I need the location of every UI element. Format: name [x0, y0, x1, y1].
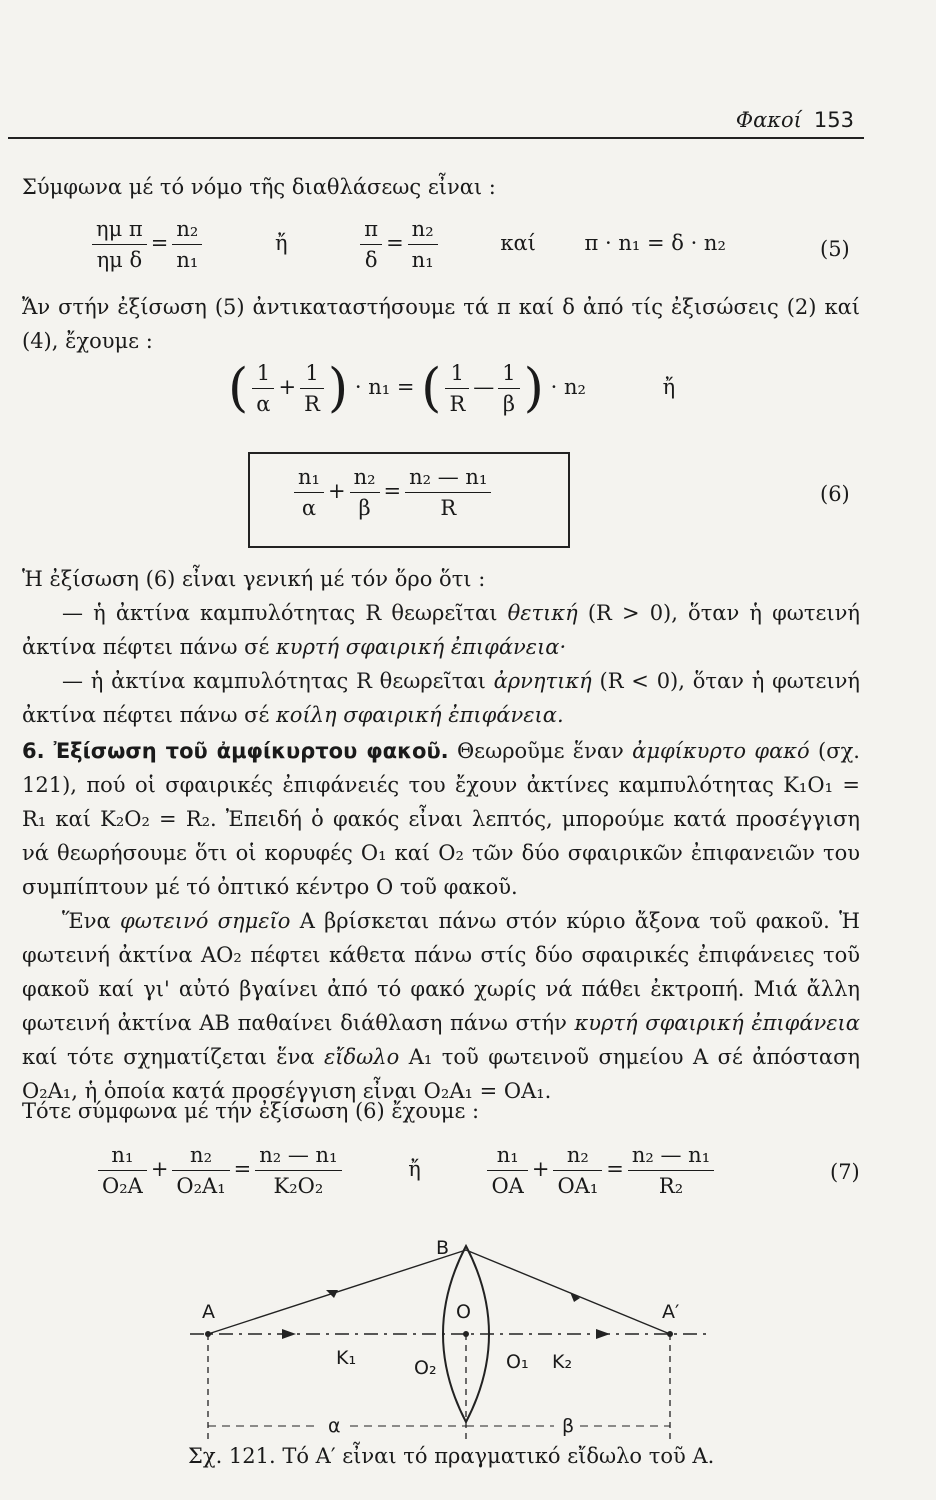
paragraph-substitution: Ἄν στήν ἐξίσωση (5) ἀντικαταστήσουμε τά π καί δ ἀπό τίς ἐξισώσεις (2) καί (4), ἔχουμε : [22, 295, 860, 353]
header-title: Φακοί [735, 108, 802, 132]
equation-substituted: ( $\frac{1}{\alpha}$ + $\frac{1}{R}$ ) · n₁ = ( $\frac{1}{R}$ — $\frac{1}{\beta}$ ) · n₂ ἤ [228, 358, 676, 419]
section-heading: 6. Ἐξίσωση τοῦ ἀμφίκυρτου φακοῦ. [22, 739, 449, 763]
label-beta: β [562, 1415, 575, 1437]
paragraph-negative: — ἡ ἀκτίνα καμπυλότητας R θεωρεῖται ἀρνητική (R < 0), ὅταν ἡ φωτεινή ἀκτίνα πέφτει πάνω σέ κοίλη σφαιρική ἐπιφάνεια. [22, 669, 860, 727]
header-rule [8, 137, 864, 139]
label-O2: O₂ [414, 1357, 437, 1379]
paragraph-intro: Σύμφωνα μέ τό νόμο τῆς διαθλάσεως εἶναι : [22, 175, 496, 199]
figure-121-lens-diagram [150, 1218, 770, 1448]
equation-number: (5) [820, 237, 850, 261]
label-O: O [456, 1301, 471, 1323]
equation-6: $\frac{\text{n₁}}{\alpha}$ + $\frac{\text{n₂}}{\beta}$ = $\frac{\text{n₂ — n₁}}{R}$ [290, 462, 495, 523]
paragraph-general: Ἡ ἐξίσωση (6) εἶναι γενική μέ τόν ὅρο ὅτι : [22, 567, 486, 591]
fraction: $\frac{\pi}{\delta}$ [360, 214, 382, 275]
fraction: $\frac{\text{ημ π}}{\text{ημ δ}}$ [92, 214, 147, 275]
paragraph-then: Τότε σύμφωνα μέ τήν ἐξίσωση (6) ἔχουμε : [22, 1099, 480, 1123]
running-header [736, 108, 854, 132]
section-biconvex: 6. Ἐξίσωση τοῦ ἀμφίκυρτου φακοῦ. Θεωροῦμε ἕναν ἀμφίκυρτο φακό (σχ. 121), πού οἱ σφαιρικές ἐπιφάνειές του ἔχουν ἀκτίνες καμπυλότητας K₁O₁ = R₁ καί K₂O₂ = R₂. Ἐπειδή ὁ φακός εἶναι λεπτός, μπορούμε κατά προσέγγιση νά θεωρήσουμε ὅτι οἱ κορυφές O₁ καί O₂ τῶν δύο σφαιρικῶν ἐπιφανειῶν του συμπίπτουν μέ τό ὀπτικό κέντρο O τοῦ φακοῦ. [22, 739, 860, 899]
paragraph-luminous-point: Ἕνα φωτεινό σημεῖο A βρίσκεται πάνω στόν κύριο ἄξονα τοῦ φακοῦ. Ἡ φωτεινή ἀκτίνα AO₂ πέφτει κάθετα πάνω στίς δύο σφαιρικές ἐπιφάνειες τοῦ φακοῦ καί γι' αὐτό βγαίνει ἀπό τό φακό χωρίς νά πάθει ἐκτροπή. Μιά ἄλλη φωτεινή ἀκτίνα AB παθαίνει διάθλαση πάνω στήν κυρτή σφαιρική ἐπιφάνεια καί τότε σχηματίζεται ἕνα εἴδωλο A₁ τοῦ φωτεινοῦ σημείου A σέ ἀπόσταση O₂A₁, ἡ ὁποία κατά προσέγγιση εἶναι O₂A₁ = OA₁. [22, 909, 860, 1103]
label-O1: O₁ [506, 1351, 529, 1373]
label-B: B [436, 1237, 450, 1259]
equation-5: $\frac{\text{ημ π}}{\text{ημ δ}}$ = $\frac{\text{n₂}}{\text{n₁}}$ ἤ $\frac{\pi}{\delta}$ = $\frac{\text{n₂}}{\text{n₁}}$ καί π · n₁ = δ · n₂ [88, 214, 726, 275]
axis-arrow [596, 1329, 610, 1339]
axis-arrow [282, 1329, 296, 1339]
label-A-prime: A′ [662, 1301, 680, 1323]
paragraph-positive: — ἡ ἀκτίνα καμπυλότητας R θεωρεῖται θετική (R > 0), ὅταν ἡ φωτεινή ἀκτίνα πέφτει πάνω σέ κυρτή σφαιρική ἐπιφάνεια· [22, 601, 860, 659]
ray-BA-prime [466, 1250, 670, 1334]
figure-caption: Σχ. 121. Τό A′ εἶναι τό πραγματικό εἴδωλο τοῦ A. [188, 1444, 715, 1468]
equation-number: (7) [830, 1160, 860, 1184]
label-K1: K₁ [336, 1347, 357, 1369]
fraction: $\frac{\text{n₂}}{\text{n₁}}$ [408, 214, 438, 275]
label-A: A [202, 1301, 215, 1323]
equation-number: (6) [820, 482, 850, 506]
equation-7: $\frac{\text{n₁}}{\text{O₂A}}$ + $\frac{\text{n₂}}{\text{O₂A₁}}$ = $\frac{\text{n₂ — n₁}}{\text{K₂O₂}}$ ἤ $\frac{\text{n₁}}{OA}$ + $\frac{\text{n₂}}{\text{OA₁}}$ = $\frac{\text{n₂ — n₁}}{\text{R₂}}$ [94, 1140, 718, 1201]
label-alpha: α [328, 1415, 341, 1437]
page-number: 153 [813, 108, 854, 132]
fraction: $\frac{\text{n₂}}{\text{n₁}}$ [172, 214, 202, 275]
ray-arrow [326, 1290, 338, 1298]
label-K2: K₂ [552, 1351, 573, 1373]
